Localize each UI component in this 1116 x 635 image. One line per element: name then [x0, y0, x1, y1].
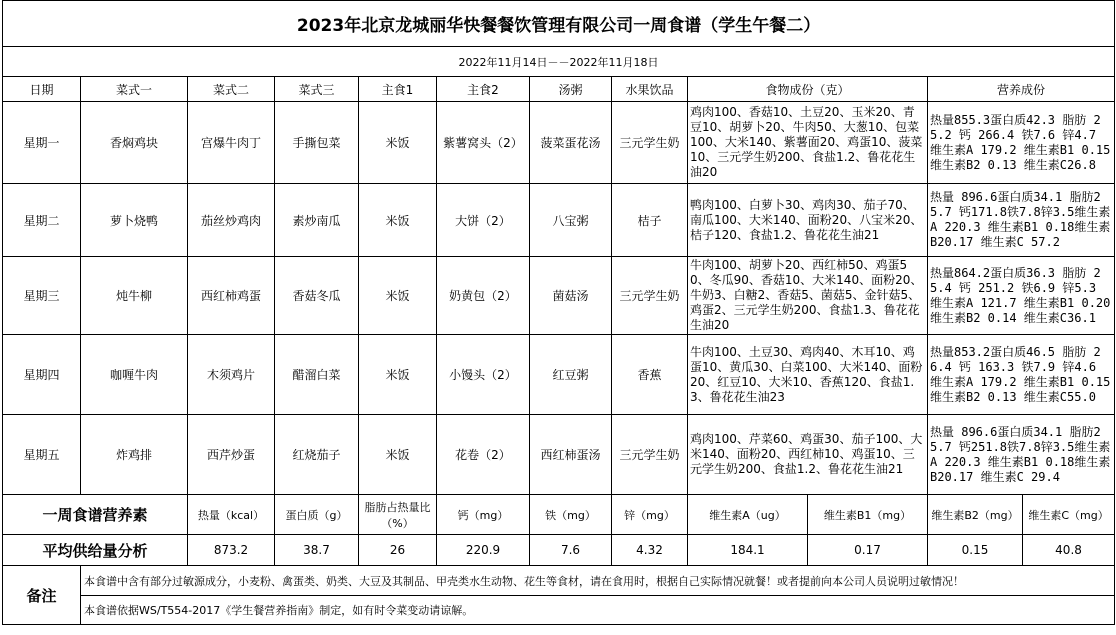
avg-label: 平均供给量分析 [3, 535, 188, 566]
remark-row [3, 596, 1115, 625]
page-title: 2023年北京龙城丽华快餐餐饮管理有限公司一周食谱（学生午餐二） [3, 1, 1115, 47]
day-cell: 星期二 [3, 184, 81, 257]
nutrient-value-zinc: 4.32 [612, 535, 688, 566]
nutrient-value-vitamin-a: 184.1 [688, 535, 808, 566]
nutrient-header-vitamin-a: 维生素A（ug） [688, 495, 808, 535]
dish2-cell: 西芹炒蛋 [188, 415, 275, 495]
fruit-cell: 香蕉 [612, 335, 688, 415]
ingredients-cell: 牛肉100、胡萝卜20、西红柿50、鸡蛋50、冬瓜90、香菇10、大米140、面粉20、牛奶3、白糖2、香菇5、菌菇5、金针菇5、鸡蛋2、三元学生奶200、食盐1.3、鲁花花生油20 [688, 257, 928, 335]
header-dish1: 菜式一 [81, 77, 188, 102]
dish3-cell: 香菇冬瓜 [275, 257, 359, 335]
day-cell: 星期五 [3, 415, 81, 495]
staple2-cell: 花卷（2） [437, 415, 530, 495]
nutrient-value-fat-ratio: 26 [359, 535, 437, 566]
nutrient-value-calcium: 220.9 [437, 535, 530, 566]
nutrition-cell: 热量864.2蛋白质36.3 脂肪 25.4 钙 251.2 铁6.9 锌5.3 维生素A 121.7 维生素B1 0.20 维生素B2 0.14 维生素C36.1 [928, 257, 1115, 335]
table-row [3, 102, 1115, 184]
remark-allergen: 本食谱中含有部分过敏源成分，小麦粉、禽蛋类、奶类、大豆及其制品、甲壳类水生动物、花生等食材，请在食用时，根据自己实际情况就餐！或者提前向本公司人员说明过敏情况！ [81, 566, 1115, 596]
nutrition-cell: 热量855.3蛋白质42.3 脂肪 25.2 钙 266.4 铁7.6 锌4.7 维生素A 179.2 维生素B1 0.15 维生素B2 0.13 维生素C26.8 [928, 102, 1115, 184]
dish2-cell: 宫爆牛肉丁 [188, 102, 275, 184]
header-row [3, 77, 1115, 102]
nutrition-cell: 热量 896.6蛋白质34.1 脂肪25.7 钙251.8铁7.8锌3.5维生素A 220.3 维生素B1 0.18维生素B20.17 维生素C 29.4 [928, 415, 1115, 495]
soup-cell: 红豆粥 [530, 335, 612, 415]
staple2-cell: 大饼（2） [437, 184, 530, 257]
nutrient-header-iron: 铁（mg） [530, 495, 612, 535]
ingredients-cell: 鸭肉100、白萝卜30、鸡肉30、茄子70、南瓜100、大米140、面粉20、八宝米20、桔子120、食盐1.2、鲁花花生油21 [688, 184, 928, 257]
dish2-cell: 茄丝炒鸡肉 [188, 184, 275, 257]
staple1-cell: 米饭 [359, 415, 437, 495]
fruit-cell: 桔子 [612, 184, 688, 257]
dish1-cell: 萝卜烧鸭 [81, 184, 188, 257]
dish1-cell: 香焖鸡块 [81, 102, 188, 184]
soup-cell: 八宝粥 [530, 184, 612, 257]
nutrient-header-vitamin-c: 维生素C（mg） [1023, 495, 1115, 535]
header-date: 日期 [3, 77, 81, 102]
staple1-cell: 米饭 [359, 257, 437, 335]
nutrient-header-vitamin-b1: 维生素B1（mg） [808, 495, 928, 535]
nutrient-header-fat-ratio: 脂肪占热量比（%） [359, 495, 437, 535]
dish1-cell: 炖牛柳 [81, 257, 188, 335]
date-range: 2022年11月14日－－2022年11月18日 [3, 47, 1115, 77]
nutrient-header-energy: 热量（kcal） [188, 495, 275, 535]
table-row [3, 335, 1115, 415]
nutrient-header-zinc: 锌（mg） [612, 495, 688, 535]
ingredients-cell: 鸡肉100、香菇10、土豆20、玉米20、青豆10、胡萝卜20、牛肉50、大葱10、包菜100、大米140、紫薯面20、鸡蛋10、菠菜10、三元学生奶200、食盐1.2、鲁花花生油20 [688, 102, 928, 184]
remark-row [3, 566, 1115, 596]
nutrient-value-vitamin-c: 40.8 [1023, 535, 1115, 566]
nutrient-value-energy: 873.2 [188, 535, 275, 566]
soup-cell: 菌菇汤 [530, 257, 612, 335]
nutrient-value-protein: 38.7 [275, 535, 359, 566]
staple1-cell: 米饭 [359, 102, 437, 184]
ingredients-cell: 牛肉100、土豆30、鸡肉40、木耳10、鸡蛋10、黄瓜30、白菜100、大米140、面粉20、红豆10、大米10、香蕉120、食盐1.3、鲁花花生油23 [688, 335, 928, 415]
dish1-cell: 咖喱牛肉 [81, 335, 188, 415]
dish3-cell: 醋溜白菜 [275, 335, 359, 415]
nutrient-header-vitamin-b2: 维生素B2（mg） [928, 495, 1023, 535]
weekly-label: 一周食谱营养素 [3, 495, 188, 535]
header-nutrition: 营养成份 [928, 77, 1115, 102]
table-row [3, 184, 1115, 257]
header-soup: 汤粥 [530, 77, 612, 102]
day-cell: 星期四 [3, 335, 81, 415]
nutrient-header-row [3, 495, 1115, 535]
staple2-cell: 奶黄包（2） [437, 257, 530, 335]
dish2-cell: 木须鸡片 [188, 335, 275, 415]
header-staple2: 主食2 [437, 77, 530, 102]
header-ingredients: 食物成份（克） [688, 77, 928, 102]
dish2-cell: 西红柿鸡蛋 [188, 257, 275, 335]
nutrient-value-vitamin-b2: 0.15 [928, 535, 1023, 566]
staple1-cell: 米饭 [359, 335, 437, 415]
header-fruit: 水果饮品 [612, 77, 688, 102]
fruit-cell: 三元学生奶 [612, 257, 688, 335]
table-row [3, 257, 1115, 335]
remarks-label: 备注 [3, 566, 81, 625]
remark-guideline: 本食谱依据WS/T554-2017《学生餐营养指南》制定，如有时令菜变动请谅解。 [81, 596, 1115, 625]
soup-cell: 西红柿蛋汤 [530, 415, 612, 495]
ingredients-cell: 鸡肉100、芹菜60、鸡蛋30、茄子100、大米140、面粉20、西红柿10、鸡蛋10、三元学生奶200、食盐1.2、鲁花花生油21 [688, 415, 928, 495]
day-cell: 星期三 [3, 257, 81, 335]
nutrition-cell: 热量853.2蛋白质46.5 脂肪 26.4 钙 163.3 铁7.9 锌4.6 维生素A 179.2 维生素B1 0.15 维生素B2 0.13 维生素C55.0 [928, 335, 1115, 415]
dish3-cell: 红烧茄子 [275, 415, 359, 495]
nutrient-header-protein: 蛋白质（g） [275, 495, 359, 535]
fruit-cell: 三元学生奶 [612, 102, 688, 184]
nutrition-cell: 热量 896.6蛋白质34.1 脂肪25.7 钙171.8铁7.8锌3.5维生素A 220.3 维生素B1 0.18维生素B20.17 维生素C 57.2 [928, 184, 1115, 257]
nutrient-value-vitamin-b1: 0.17 [808, 535, 928, 566]
table-row [3, 415, 1115, 495]
nutrient-header-calcium: 钙（mg） [437, 495, 530, 535]
soup-cell: 菠菜蛋花汤 [530, 102, 612, 184]
staple2-cell: 紫薯窝头（2） [437, 102, 530, 184]
fruit-cell: 三元学生奶 [612, 415, 688, 495]
day-cell: 星期一 [3, 102, 81, 184]
dish3-cell: 素炒南瓜 [275, 184, 359, 257]
header-dish2: 菜式二 [188, 77, 275, 102]
nutrient-value-row [3, 535, 1115, 566]
dish1-cell: 炸鸡排 [81, 415, 188, 495]
dish3-cell: 手撕包菜 [275, 102, 359, 184]
staple2-cell: 小馒头（2） [437, 335, 530, 415]
header-dish3: 菜式三 [275, 77, 359, 102]
staple1-cell: 米饭 [359, 184, 437, 257]
nutrient-value-iron: 7.6 [530, 535, 612, 566]
menu-table [2, 0, 1115, 625]
header-staple1: 主食1 [359, 77, 437, 102]
